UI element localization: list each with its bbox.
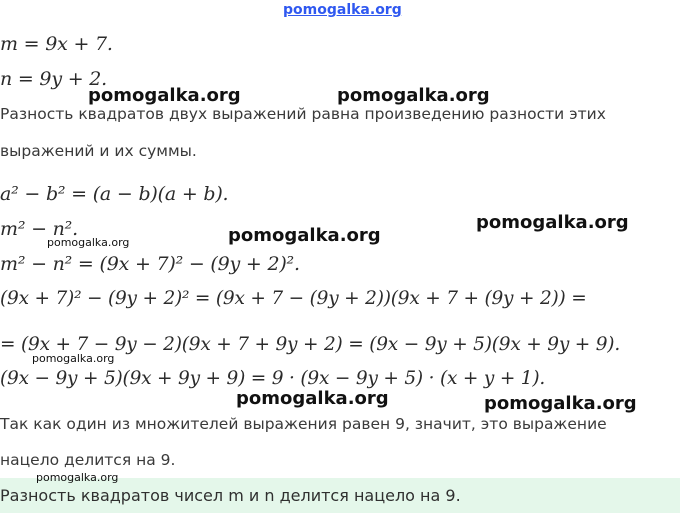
substitution-equation: m² − n² = (9x + 7)² − (9y + 2)². bbox=[0, 253, 300, 275]
watermark-top: pomogalka.org bbox=[283, 2, 402, 18]
watermark: pomogalka.org bbox=[484, 393, 637, 414]
factorization-equation: (9x − 9y + 5)(9x + 9y + 9) = 9 · (9x − 9y + 5) · (x + y + 1). bbox=[0, 368, 546, 389]
watermark-small: pomogalka.org bbox=[32, 352, 115, 365]
rule-text-line2: выражений и их суммы. bbox=[0, 142, 197, 160]
watermark: pomogalka.org bbox=[228, 225, 381, 246]
expansion-line1: (9x + 7)² − (9y + 2)² = (9x + 7 − (9y + 2))(9x + 7 + (9y + 2)) = bbox=[0, 288, 587, 309]
answer-text: Разность квадратов чисел m и n делится нацело на 9. bbox=[0, 486, 461, 505]
conclusion-line1: Так как один из множителей выражения равен 9, значит, это выражение bbox=[0, 415, 607, 433]
rule-text-line1: Разность квадратов двух выражений равна произведению разности этих bbox=[0, 105, 606, 123]
watermark-small: pomogalka.org bbox=[36, 471, 119, 484]
equation-n: n = 9y + 2. bbox=[0, 68, 107, 90]
equation-m: m = 9x + 7. bbox=[0, 33, 113, 55]
watermark: pomogalka.org bbox=[476, 212, 629, 233]
watermark: pomogalka.org bbox=[236, 388, 389, 409]
target-expression: m² − n². bbox=[0, 218, 78, 240]
conclusion-line2: нацело делится на 9. bbox=[0, 451, 176, 469]
expansion-line2: = (9x + 7 − 9y − 2)(9x + 7 + 9y + 2) = (9x − 9y + 5)(9x + 9y + 9). bbox=[0, 334, 621, 355]
watermark-small: pomogalka.org bbox=[47, 236, 130, 249]
watermark: pomogalka.org bbox=[88, 85, 241, 106]
difference-of-squares-formula: a² − b² = (a − b)(a + b). bbox=[0, 183, 229, 205]
watermark: pomogalka.org bbox=[337, 85, 490, 106]
